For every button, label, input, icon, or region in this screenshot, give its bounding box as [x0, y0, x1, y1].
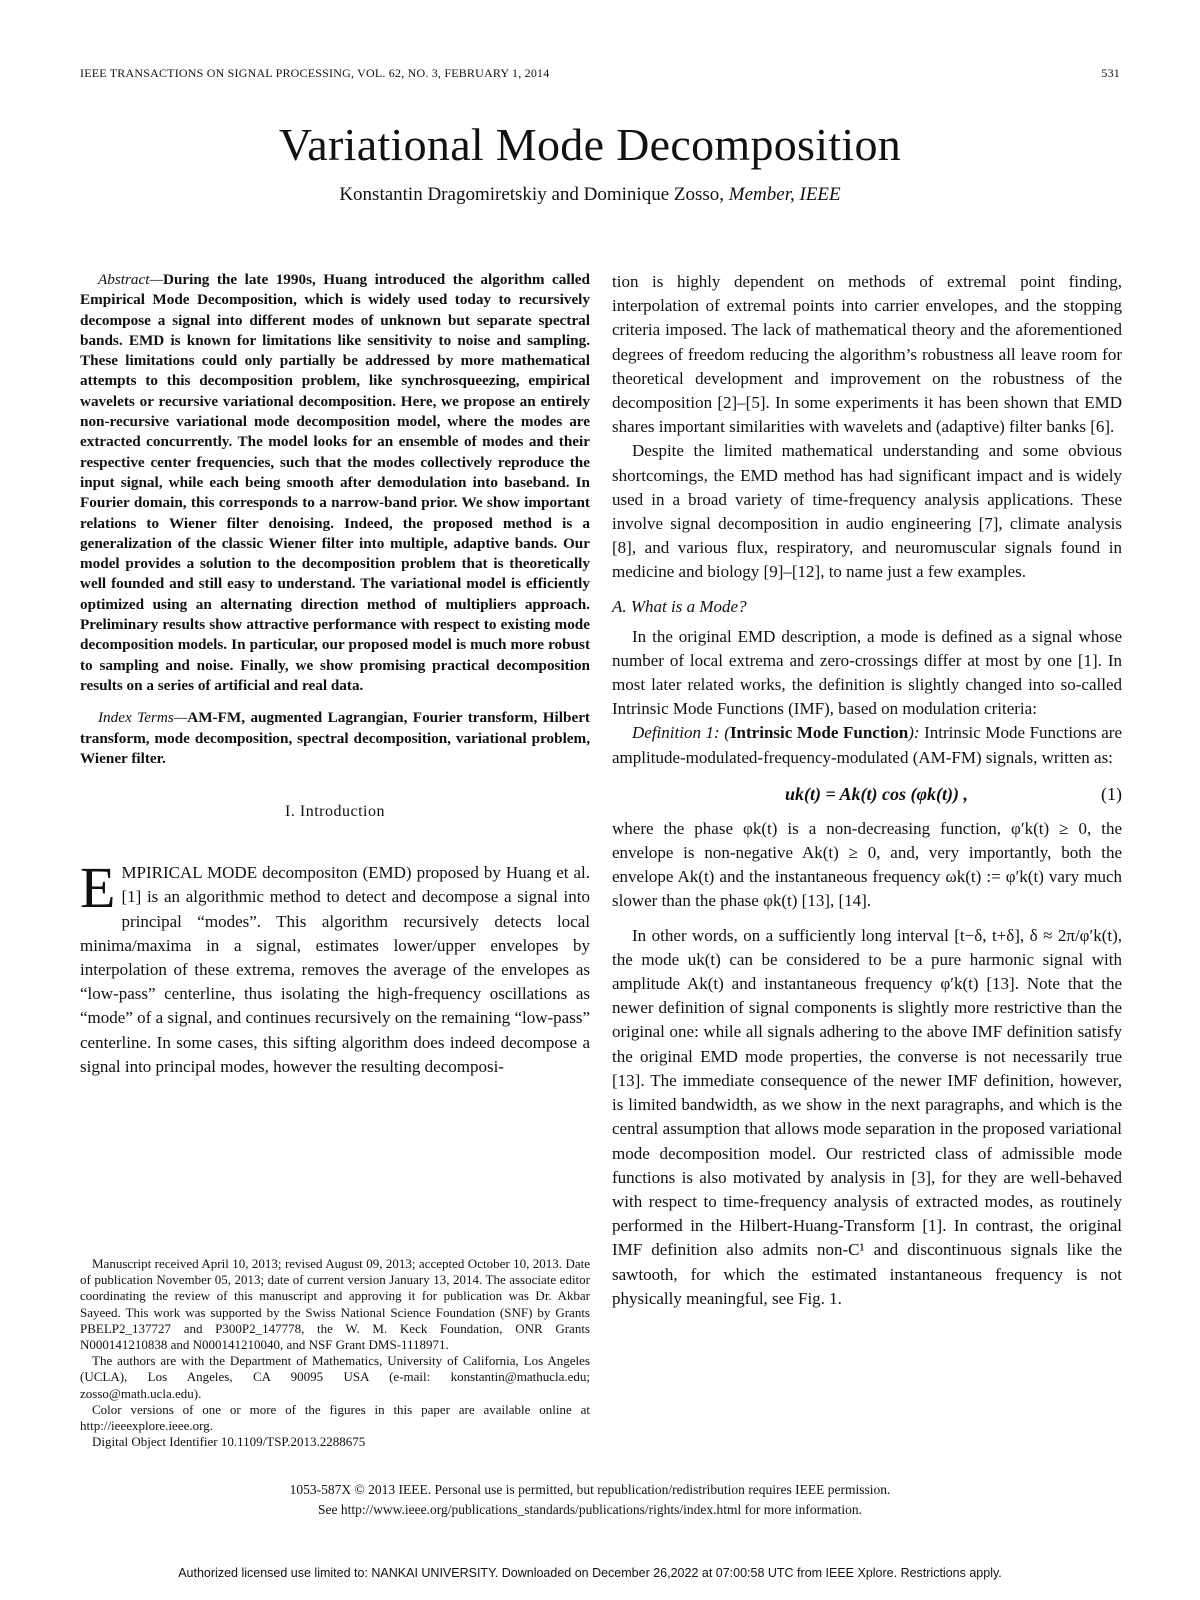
author-names: Konstantin Dragomiretskiy and Dominique Zosso,: [339, 184, 725, 205]
paragraph-phase: where the phase φk(t) is a non-decreasing function, φ′k(t) ≥ 0, the envelope is non-negative Ak(t) ≥ 0, and, very importantly, both the envelope Ak(t) and the instantaneous frequency ωk(t) := φ′k(t) vary much slower than the phase φk(t) [13], [14].: [612, 818, 1122, 911]
author-membership: Member, IEEE: [728, 184, 841, 205]
drop-cap: E: [80, 855, 116, 921]
introduction-text: MPIRICAL MODE decompositon (EMD) proposed by Huang et al. [1] is an algorithmic method to detect and decompose a signal into principal “modes”. This algorithm recursively detects local minima/maxima in a signal, estimates lower/upper envelopes by interpolation of these extrema, removes the average of the envelopes as “low-pass” centerline, thus isolating the high-frequency oscillations as “mode” of a signal, and continues recursively on the remaining “low-pass” centerline. In some cases, this sifting algorithm does indeed decompose a signal into principal modes, however the resulting decomposi-: [80, 863, 590, 1076]
definition-text: Intrinsic Mode Functions are amplitude-modulated-frequency-modulated (AM-FM) signals, written as:: [612, 723, 1123, 767]
equation-number: (1): [1101, 783, 1122, 804]
abstract: [80, 270, 590, 696]
copyright-line-1: 1053-587X © 2013 IEEE. Personal use is permitted, but republication/redistribution requires IEEE permission.: [289, 1482, 891, 1497]
footnote-doi: Digital Object Identifier 10.1109/TSP.2013.2288675: [92, 1434, 366, 1450]
subsection-heading: A. What is a Mode?: [612, 596, 747, 616]
journal-name: IEEE TRANSACTIONS ON SIGNAL PROCESSING, VOL. 62, NO. 3, FEBRUARY 1, 2014: [80, 66, 550, 80]
abstract-text: During the late 1990s, Huang introduced the algorithm called Empirical Mode Decomposition, which is widely used today to recursively decompose a signal into different modes of unknown but separate spectral bands. EMD is known for limitations like sensitivity to noise and sampling. These limitations could only partially be addressed by more mathematical attempts to this decomposition problem, like synchrosqueezing, empirical wavelets or recursive variational decomposition. Here, we propose an entirely non-recursive variational mode decomposition model, where the modes are extracted concurrently. The model looks for an ensemble of modes and their respective center frequencies, such that the modes collectively reproduce the input signal, while each being smooth after demodulation into baseband. In Fourier domain, this corresponds to a narrow-band prior. We show important relations to Wiener filter denoising. Indeed, the proposed method is a generalization of the classic Wiener filter into multiple, adaptive bands. Our model provides a solution to the decomposition problem that is theoretically well founded and still easy to understand. The variational model is efficiently optimized using an alternating direction method of multipliers approach. Preliminary results show attractive performance with respect to existing mode decomposition models. In particular, our proposed model is much more robust to sampling and noise. Finally, we show promising practical decomposition results on a series of artificial and real data.: [80, 271, 590, 694]
footnote-color: Color versions of one or more of the figures in this paper are available online at http://ieeexplore.ieee.org.: [80, 1401, 590, 1434]
running-header: [80, 66, 1120, 81]
definition-term: Intrinsic Mode Function: [729, 723, 909, 743]
paragraph-continuation: tion is highly dependent on methods of extremal point finding, interpolation of extremal points into carrier envelopes, and the stopping criteria imposed. The lack of mathematical theory and the aforementioned degrees of freedom reducing the algorithm’s robustness all leave room for theoretical development and improvement on the robustness of the decomposition [2]–[5]. In some experiments it has been shown that EMD shares important similarities with wavelets and (adaptive) filter banks [6].: [612, 272, 1122, 437]
footnote-affiliation: The authors are with the Department of Mathematics, University of California, Los Angeles (UCLA), Los Angeles, CA 90095 USA (e-mail: konstantin@mathucla.edu; zosso@math.ucla.edu).: [80, 1353, 590, 1401]
equation-body: uk(t) = Ak(t) cos (φk(t)) ,: [784, 783, 969, 804]
introduction-paragraph: [80, 855, 590, 1079]
definition-close: ):: [908, 723, 920, 743]
paragraph-mode-definition: In the original EMD description, a mode is defined as a signal whose number of local extrema and zero-crossings differ at most by one [1]. In most later related works, the definition is slightly changed into so-called Intrinsic Mode Functions (IMF), based on modulation criteria:: [612, 626, 1122, 719]
index-terms: [80, 708, 590, 769]
definition-lead: Definition 1: (: [632, 723, 730, 743]
index-terms-lead: Index Terms—: [98, 709, 188, 727]
left-column: [80, 270, 590, 1079]
section-heading-introduction: I. Introduction: [285, 803, 385, 821]
page-number: 531: [1101, 66, 1120, 80]
footnote-manuscript: Manuscript received April 10, 2013; revised August 09, 2013; accepted October 10, 2013. Date of publication November 05, 2013; date of current version January 13, 2014. The associate editor coordinating the review of this manuscript and approving it for publication was Dr. Akbar Sayeed. This work was supported by the Swiss National Science Foundation (SNF) by Grants PBELP2_137727 and P300P2_147778, the W. M. Keck Foundation, ONR Grants N000141210838 and N000141210040, and NSF Grant DMS-1118971.: [80, 1256, 590, 1353]
download-notice: Authorized licensed use limited to: NANKAI UNIVERSITY. Downloaded on December 26,2022 at 07:00:58 UTC from IEEE Xplore. Restrictions apply.: [178, 1566, 1002, 1580]
footnotes: [80, 1256, 590, 1450]
copyright-line-2: See http://www.ieee.org/publications_standards/publications/rights/index.html for more information.: [317, 1502, 863, 1517]
index-terms-text: AM-FM, augmented Lagrangian, Fourier transform, Hilbert transform, mode decomposition, spectral decomposition, variational problem, Wiener filter.: [80, 709, 590, 767]
author-line: [0, 184, 1180, 206]
paper-title: Variational Mode Decomposition: [278, 119, 902, 170]
abstract-lead: Abstract—: [98, 271, 163, 288]
right-column: [612, 270, 1122, 1311]
definition-1: [612, 721, 1122, 769]
equation-1: [612, 784, 1122, 805]
paragraph-applications: Despite the limited mathematical understanding and some obvious shortcomings, the EMD method has had significant impact and is widely used in a broad variety of time-frequency analysis applications. These involve signal decomposition in audio engineering [7], climate analysis [8], and various flux, respiratory, and neuromuscular signals found in medicine and biology [9]–[12], to name just a few examples.: [612, 441, 1122, 582]
copyright-notice: [0, 1480, 1180, 1520]
paragraph-interval: In other words, on a sufficiently long interval [t−δ, t+δ], δ ≈ 2π/φ′k(t), the mode uk(t) can be considered to be a pure harmonic signal with amplitude Ak(t) and instantaneous frequency φ′k(t) [13]. Note that the newer definition of signal components is slightly more restrictive than the original one: while all signals adhering to the above IMF definition satisfy the original EMD mode properties, the converse is not necessarily true [13]. The immediate consequence of the newer IMF definition, however, is limited bandwidth, as we show in the next paragraphs, and which is the central assumption that allows mode separation in the proposed variational mode decomposition model. Our restricted class of admissible mode functions is also motivated by analysis in [3], for they are well-behaved with respect to time-frequency analysis of extracted modes, as routinely performed in the Hilbert-Huang-Transform [1]. In contrast, the original IMF definition also admits non-C¹ and discontinuous signals like the sawtooth, for which the estimated instantaneous frequency is not physically meaningful, see Fig. 1.: [612, 925, 1122, 1308]
